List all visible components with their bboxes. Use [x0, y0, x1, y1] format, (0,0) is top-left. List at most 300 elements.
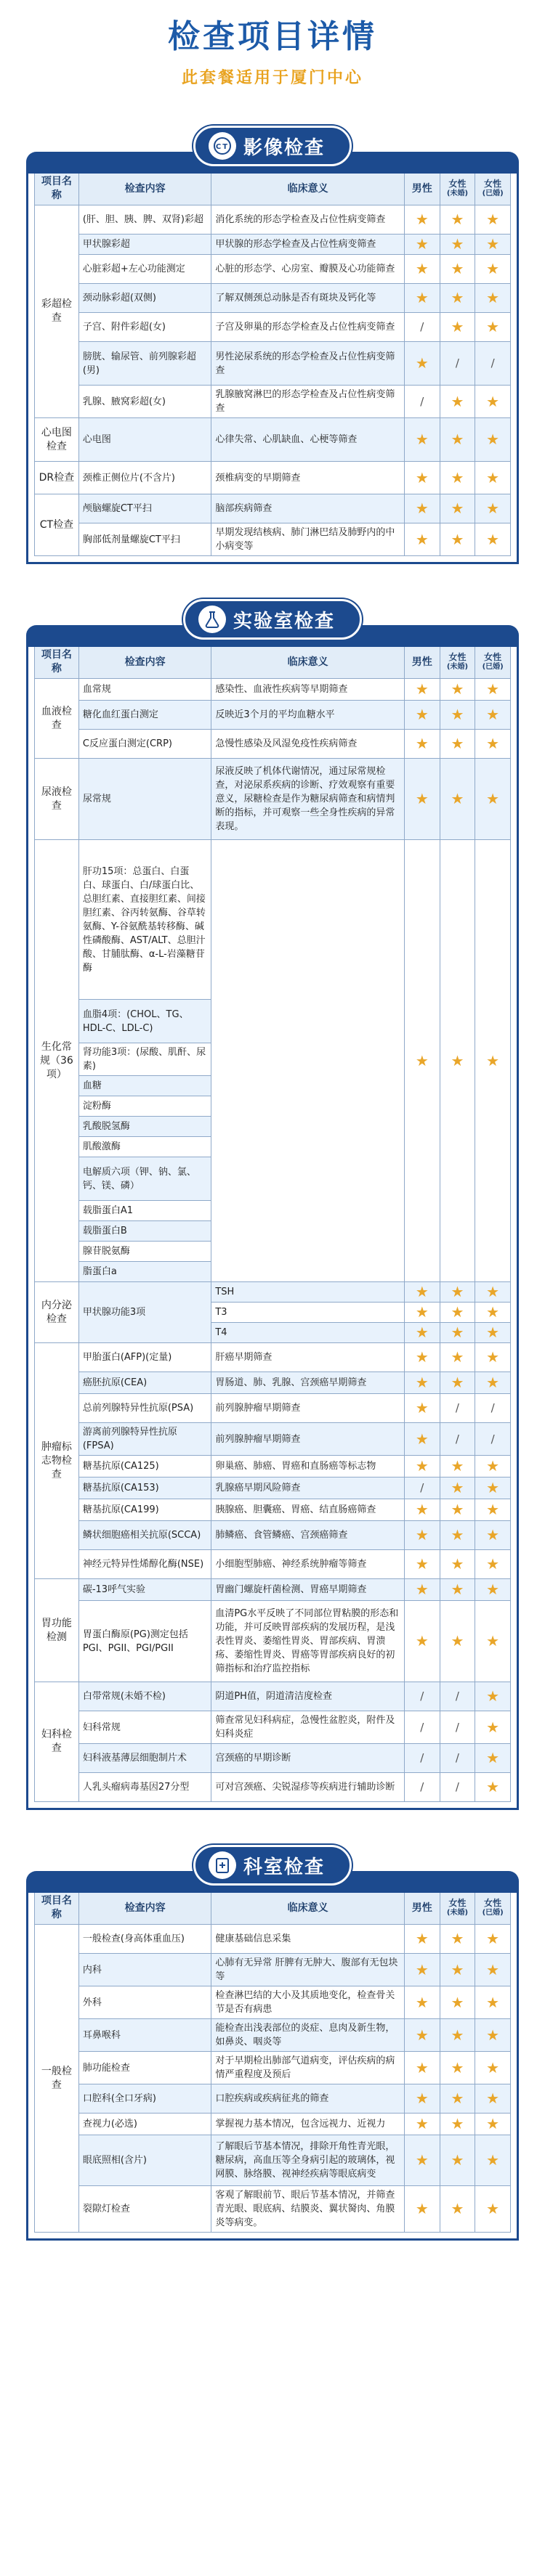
table-row	[35, 2114, 511, 2135]
star-icon: ★	[486, 235, 500, 253]
male-mark	[404, 1682, 440, 1711]
star-icon: ★	[451, 2026, 464, 2044]
category-cell: 一般检查	[35, 1925, 79, 2233]
item-cell: 总前列腺特异性抗原(PSA)	[78, 1394, 211, 1423]
male-mark	[404, 679, 440, 701]
meaning-cell: 能检查出浅表部位的炎症、息肉及新生物，如鼻炎、咽炎等	[211, 2019, 405, 2052]
col-header-note: (已婚)	[482, 189, 504, 197]
meaning-cell: 胃幽门螺旋杆菌检测、胃癌早期筛查	[211, 1579, 405, 1601]
exam-table	[34, 172, 511, 556]
table-row	[35, 1579, 511, 1601]
meaning-cell: 心律失常、心肌缺血、心梗等筛查	[211, 418, 405, 462]
item-cell: 腺苷脱氨酶	[78, 1242, 211, 1262]
star-icon: ★	[451, 706, 464, 723]
item-cell: 肺功能检查	[78, 2052, 211, 2084]
meaning-cell: 乳腺腋窝淋巴的形态学检查及占位性病变筛查	[211, 386, 405, 418]
svg-text:CT: CT	[215, 143, 230, 151]
star-icon: ★	[451, 392, 464, 410]
col-header-female-married	[475, 173, 511, 205]
section-title: 科室检查	[243, 1856, 325, 1878]
meaning-cell: 健康基础信息采集	[211, 1925, 405, 1954]
meaning-cell: 对于早期检出肺部气道病变，评估疾病的病情严重程度及预后	[211, 2052, 405, 2084]
female-married-mark	[475, 1521, 511, 1550]
slash-mark: /	[490, 356, 495, 370]
star-icon: ★	[486, 1324, 500, 1341]
male-mark	[404, 205, 440, 235]
item-cell: 载脂蛋白A1	[78, 1201, 211, 1221]
item-cell: (肝、胆、胰、脾、双肾)彩超	[78, 205, 211, 235]
item-cell: 甲状腺功能3项	[78, 1282, 211, 1343]
star-icon: ★	[415, 735, 429, 752]
col-header-male: 男性	[404, 1892, 440, 1925]
slash-mark: /	[420, 1720, 424, 1734]
star-icon: ★	[486, 1581, 500, 1598]
item-cell: 糖基抗原(CA153)	[78, 1477, 211, 1499]
star-icon: ★	[486, 431, 500, 448]
female-unmarried-mark	[440, 1711, 475, 1744]
table-row	[35, 1744, 511, 1773]
female-unmarried-mark	[440, 1744, 475, 1773]
category-cell: 血液检查	[35, 679, 79, 759]
star-icon: ★	[486, 790, 500, 807]
sections-container	[0, 120, 545, 2241]
male-mark	[404, 418, 440, 462]
female-unmarried-mark	[440, 255, 475, 284]
col-header-female-unmarried	[440, 1892, 475, 1925]
meaning-cell: 了解双侧颈总动脉是否有斑块及钙化等	[211, 284, 405, 313]
star-icon: ★	[486, 1687, 500, 1705]
female-unmarried-mark	[440, 1773, 475, 1802]
male-mark	[404, 1499, 440, 1521]
item-cell: 糖化血红蛋白测定	[78, 701, 211, 730]
slash-mark: /	[420, 1780, 424, 1793]
female-unmarried-mark	[440, 2084, 475, 2114]
star-icon: ★	[486, 2151, 500, 2169]
star-icon: ★	[415, 1051, 429, 1069]
female-married-mark	[475, 2114, 511, 2135]
star-icon: ★	[451, 1348, 464, 1366]
star-icon: ★	[451, 2115, 464, 2132]
male-mark	[404, 313, 440, 342]
female-married-mark	[475, 759, 511, 840]
item-cell: 心脏彩超+左心功能测定	[78, 255, 211, 284]
item-cell: 口腔科(全口牙病)	[78, 2084, 211, 2114]
star-icon: ★	[415, 530, 429, 548]
female-married-mark	[475, 386, 511, 418]
star-icon: ★	[451, 431, 464, 448]
star-icon: ★	[451, 790, 464, 807]
exam-table	[34, 1891, 511, 2233]
female-unmarried-mark	[440, 1323, 475, 1343]
female-married-mark	[475, 1925, 511, 1954]
female-married-mark	[475, 1682, 511, 1711]
star-icon: ★	[486, 1749, 500, 1766]
female-married-mark	[475, 284, 511, 313]
star-icon: ★	[415, 2200, 429, 2217]
female-married-mark	[475, 523, 511, 556]
male-mark	[404, 1372, 440, 1394]
category-cell: 胃功能检测	[35, 1579, 79, 1682]
female-unmarried-mark	[440, 1499, 475, 1521]
male-mark	[404, 1282, 440, 1303]
meaning-cell: 甲状腺的形态学检查及占位性病变筛查	[211, 235, 405, 255]
col-header-category: 项目名称	[35, 1892, 79, 1925]
male-mark	[404, 1954, 440, 1986]
female-married-mark	[475, 313, 511, 342]
meaning-cell: 胃肠道、肺、乳腺、宫颈癌早期筛查	[211, 1372, 405, 1394]
col-header-label: 女性	[448, 652, 467, 662]
page-header	[0, 0, 545, 120]
meaning-cell: 口腔疾病或疾病征兆的筛查	[211, 2084, 405, 2114]
slash-mark: /	[490, 1432, 495, 1446]
star-icon: ★	[451, 2090, 464, 2107]
star-icon: ★	[415, 1960, 429, 1978]
star-icon: ★	[486, 1051, 500, 1069]
page-subtitle: 此套餐适用于厦门中心	[181, 69, 363, 87]
col-header-label: 女性	[484, 652, 502, 662]
female-unmarried-mark	[440, 840, 475, 1282]
star-icon: ★	[415, 1348, 429, 1366]
section-banner	[26, 1839, 519, 1891]
col-header-note: (未婚)	[446, 189, 469, 197]
male-mark	[404, 1550, 440, 1579]
meaning-cell: 筛查常见妇科病症，急慢性盆腔炎，附件及妇科炎症	[211, 1711, 405, 1744]
female-unmarried-mark	[440, 1550, 475, 1579]
star-icon: ★	[451, 1479, 464, 1496]
star-icon: ★	[486, 735, 500, 752]
table-row	[35, 313, 511, 342]
meaning-cell: 客观了解眼前节、眼后节基本情况，并筛查青光眼、眼底病、结膜炎、翼状胬肉、角膜炎等病变。	[211, 2186, 405, 2233]
star-icon: ★	[451, 1960, 464, 1978]
star-icon: ★	[451, 1374, 464, 1391]
meaning-cell: 卵巢癌、肺癌、胃癌和直肠癌等标志物	[211, 1456, 405, 1477]
col-header-category: 项目名称	[35, 173, 79, 205]
female-married-mark	[475, 1323, 511, 1343]
star-icon: ★	[415, 468, 429, 486]
table-row	[35, 418, 511, 462]
star-icon: ★	[415, 289, 429, 306]
col-header-female-unmarried	[440, 646, 475, 679]
item-cell: 淀粉酶	[78, 1096, 211, 1117]
meaning-cell: 前列腺肿瘤早期筛查	[211, 1423, 405, 1456]
star-icon: ★	[415, 211, 429, 228]
star-icon: ★	[415, 1283, 429, 1300]
star-icon: ★	[451, 1555, 464, 1573]
star-icon: ★	[415, 706, 429, 723]
star-icon: ★	[486, 2200, 500, 2217]
male-mark	[404, 284, 440, 313]
sub-item-cell: TSH	[211, 1282, 405, 1303]
col-header-meaning: 临床意义	[211, 1892, 405, 1925]
star-icon: ★	[486, 706, 500, 723]
star-icon: ★	[415, 1501, 429, 1518]
star-icon: ★	[486, 530, 500, 548]
item-cell: 游离前列腺特异性抗原(FPSA)	[78, 1423, 211, 1456]
female-married-mark	[475, 1601, 511, 1682]
item-cell: 裂隙灯检查	[78, 2186, 211, 2233]
meaning-cell: 掌握视力基本情况，包含远视力、近视力	[211, 2114, 405, 2135]
item-cell: 尿常规	[78, 759, 211, 840]
col-header-label: 女性	[484, 179, 502, 189]
female-married-mark	[475, 1744, 511, 1773]
star-icon: ★	[486, 1457, 500, 1475]
star-icon: ★	[415, 235, 429, 253]
male-mark	[404, 701, 440, 730]
star-icon: ★	[486, 1303, 500, 1321]
star-icon: ★	[451, 2151, 464, 2169]
meaning-cell	[211, 840, 405, 1282]
star-icon: ★	[415, 2090, 429, 2107]
female-unmarried-mark	[440, 1601, 475, 1682]
male-mark	[404, 1601, 440, 1682]
meaning-cell: 心肺有无异常 肝脾有无肿大、腹部有无包块等	[211, 1954, 405, 1986]
meaning-cell: 小细胞型肺癌、神经系统肿瘤等筛查	[211, 1550, 405, 1579]
female-married-mark	[475, 342, 511, 386]
female-unmarried-mark	[440, 1394, 475, 1423]
star-icon: ★	[415, 1930, 429, 1947]
star-icon: ★	[486, 2115, 500, 2132]
female-married-mark	[475, 1711, 511, 1744]
exam-table	[34, 645, 511, 1802]
meaning-cell: 感染性、血液性疾病等早期筛查	[211, 679, 405, 701]
table-row	[35, 1773, 511, 1802]
female-unmarried-mark	[440, 1579, 475, 1601]
female-unmarried-mark	[440, 1456, 475, 1477]
table-row	[35, 1925, 511, 1954]
table-row	[35, 1456, 511, 1477]
female-married-mark	[475, 1986, 511, 2019]
female-married-mark	[475, 494, 511, 523]
star-icon: ★	[415, 1303, 429, 1321]
category-cell: 内分泌检查	[35, 1282, 79, 1343]
female-married-mark	[475, 701, 511, 730]
star-icon: ★	[451, 2200, 464, 2217]
table-row	[35, 1550, 511, 1579]
female-married-mark	[475, 235, 511, 255]
male-mark	[404, 494, 440, 523]
star-icon: ★	[415, 2058, 429, 2076]
star-icon: ★	[486, 1479, 500, 1496]
male-mark	[404, 255, 440, 284]
male-mark	[404, 2019, 440, 2052]
item-cell: 查视力(必选)	[78, 2114, 211, 2135]
category-cell: 肿瘤标志物检查	[35, 1343, 79, 1579]
male-mark	[404, 730, 440, 759]
col-header-note: (未婚)	[446, 1909, 469, 1917]
col-header-male: 男性	[404, 173, 440, 205]
star-icon: ★	[415, 2115, 429, 2132]
star-icon: ★	[486, 392, 500, 410]
female-unmarried-mark	[440, 2114, 475, 2135]
table-row	[35, 840, 511, 1000]
item-cell: 耳鼻喉科	[78, 2019, 211, 2052]
table-row	[35, 1499, 511, 1521]
female-unmarried-mark	[440, 1986, 475, 2019]
table-row	[35, 1521, 511, 1550]
star-icon: ★	[451, 1993, 464, 2011]
table-row	[35, 679, 511, 701]
female-married-mark	[475, 679, 511, 701]
item-cell: 胃蛋白酶原(PG)测定包括PGI、PGII、PGI/PGII	[78, 1601, 211, 1682]
section-2	[26, 593, 519, 1810]
female-married-mark	[475, 205, 511, 235]
category-cell: 妇科检查	[35, 1682, 79, 1802]
meaning-cell: 宫颈癌的早期诊断	[211, 1744, 405, 1773]
meaning-cell: 早期发现结核病、肺门淋巴结及肺野内的中小病变等	[211, 523, 405, 556]
female-unmarried-mark	[440, 2135, 475, 2186]
table-row	[35, 284, 511, 313]
item-cell: 心电图	[78, 418, 211, 462]
meaning-cell: 男性泌尿系统的形态学检查及占位性病变筛查	[211, 342, 405, 386]
male-mark	[404, 1477, 440, 1499]
female-unmarried-mark	[440, 313, 475, 342]
section-title-pill	[193, 1845, 352, 1886]
female-married-mark	[475, 1579, 511, 1601]
female-married-mark	[475, 1372, 511, 1394]
item-cell: 颈椎正侧位片(不含片)	[78, 462, 211, 494]
female-unmarried-mark	[440, 679, 475, 701]
male-mark	[404, 1394, 440, 1423]
item-cell: 脂蛋白a	[78, 1262, 211, 1282]
meaning-cell: 肝癌早期筛查	[211, 1343, 405, 1372]
star-icon: ★	[415, 1581, 429, 1598]
item-cell: 甲状腺彩超	[78, 235, 211, 255]
male-mark	[404, 1423, 440, 1456]
female-married-mark	[475, 462, 511, 494]
star-icon: ★	[486, 500, 500, 517]
male-mark	[404, 2135, 440, 2186]
table-row	[35, 494, 511, 523]
clinic-icon	[209, 1851, 236, 1879]
table-row	[35, 2019, 511, 2052]
star-icon: ★	[415, 260, 429, 277]
female-married-mark	[475, 1423, 511, 1456]
section-1	[26, 120, 519, 564]
col-header-item: 检查内容	[78, 173, 211, 205]
meaning-cell: 消化系统的形态学检查及占位性病变筛查	[211, 205, 405, 235]
male-mark	[404, 1986, 440, 2019]
slash-mark: /	[455, 1690, 459, 1703]
female-unmarried-mark	[440, 1954, 475, 1986]
star-icon: ★	[451, 1581, 464, 1598]
section-banner	[26, 593, 519, 645]
table-row	[35, 2135, 511, 2186]
table-row	[35, 1372, 511, 1394]
star-icon: ★	[415, 790, 429, 807]
table-row	[35, 523, 511, 556]
star-icon: ★	[415, 1374, 429, 1391]
table-row	[35, 759, 511, 840]
item-cell: 膀胱、输尿管、前列腺彩超(男)	[78, 342, 211, 386]
item-cell: 妇科常规	[78, 1711, 211, 1744]
star-icon: ★	[486, 1555, 500, 1573]
male-mark	[404, 759, 440, 840]
item-cell: 颅脑螺旋CT平扫	[78, 494, 211, 523]
col-header-category: 项目名称	[35, 646, 79, 679]
female-unmarried-mark	[440, 418, 475, 462]
male-mark	[404, 1744, 440, 1773]
star-icon: ★	[415, 1430, 429, 1448]
sub-item-cell: T4	[211, 1323, 405, 1343]
meaning-cell: 血清PG水平反映了不同部位胃粘膜的形态和功能，并可反映胃部疾病的发展历程，是浅表性胃炎、萎缩性胃炎、胃部疾病、胃溃疡、萎缩性胃炎、胃癌等胃部疾病良好的初筛指标和治疗监控指标	[211, 1601, 405, 1682]
item-cell: 血糖	[78, 1076, 211, 1096]
table-row	[35, 1682, 511, 1711]
star-icon: ★	[451, 1324, 464, 1341]
star-icon: ★	[486, 1778, 500, 1796]
star-icon: ★	[451, 235, 464, 253]
table-row	[35, 342, 511, 386]
female-unmarried-mark	[440, 205, 475, 235]
item-cell: 肌酸激酶	[78, 1137, 211, 1157]
page-title: 检查项目详情	[168, 18, 377, 55]
section-title: 实验室检查	[233, 610, 335, 632]
female-married-mark	[475, 255, 511, 284]
col-header-male: 男性	[404, 646, 440, 679]
female-unmarried-mark	[440, 342, 475, 386]
female-unmarried-mark	[440, 494, 475, 523]
female-unmarried-mark	[440, 462, 475, 494]
table-row	[35, 2186, 511, 2233]
item-cell: 糖基抗原(CA125)	[78, 1456, 211, 1477]
col-header-note: (已婚)	[482, 1909, 504, 1917]
star-icon: ★	[486, 1501, 500, 1518]
star-icon: ★	[486, 260, 500, 277]
table-row	[35, 1343, 511, 1372]
table-row	[35, 1423, 511, 1456]
female-unmarried-mark	[440, 1682, 475, 1711]
female-unmarried-mark	[440, 730, 475, 759]
female-married-mark	[475, 2084, 511, 2114]
slash-mark: /	[420, 1751, 424, 1764]
col-header-label: 女性	[484, 1898, 502, 1908]
col-header-female-married	[475, 646, 511, 679]
item-cell: 外科	[78, 1986, 211, 2019]
item-cell: 胸部低剂量螺旋CT平扫	[78, 523, 211, 556]
lab-icon	[198, 606, 226, 633]
star-icon: ★	[451, 468, 464, 486]
table-row	[35, 1282, 511, 1303]
star-icon: ★	[451, 289, 464, 306]
star-icon: ★	[415, 680, 429, 698]
table-row	[35, 1954, 511, 1986]
item-cell: 一般检查(身高体重血压)	[78, 1925, 211, 1954]
female-unmarried-mark	[440, 1372, 475, 1394]
item-cell: 肾功能3项：(尿酸、肌酐、尿素)	[78, 1043, 211, 1076]
table-row	[35, 2084, 511, 2114]
female-married-mark	[475, 2052, 511, 2084]
star-icon: ★	[415, 1632, 429, 1650]
slash-mark: /	[490, 1401, 495, 1414]
female-married-mark	[475, 1773, 511, 1802]
male-mark	[404, 1521, 440, 1550]
col-header-item: 检查内容	[78, 646, 211, 679]
star-icon: ★	[451, 1283, 464, 1300]
table-row	[35, 1394, 511, 1423]
male-mark	[404, 1773, 440, 1802]
item-cell: 眼底照相(含片)	[78, 2135, 211, 2186]
male-mark	[404, 462, 440, 494]
female-married-mark	[475, 1477, 511, 1499]
category-cell: 生化常规（36项）	[35, 840, 79, 1282]
female-married-mark	[475, 1282, 511, 1303]
male-mark	[404, 1303, 440, 1323]
col-header-meaning: 临床意义	[211, 646, 405, 679]
table-row	[35, 730, 511, 759]
section-title-pill	[183, 599, 362, 640]
meaning-cell: 急慢性感染及风湿免疫性疾病筛查	[211, 730, 405, 759]
male-mark	[404, 2052, 440, 2084]
section-3	[26, 1839, 519, 2241]
